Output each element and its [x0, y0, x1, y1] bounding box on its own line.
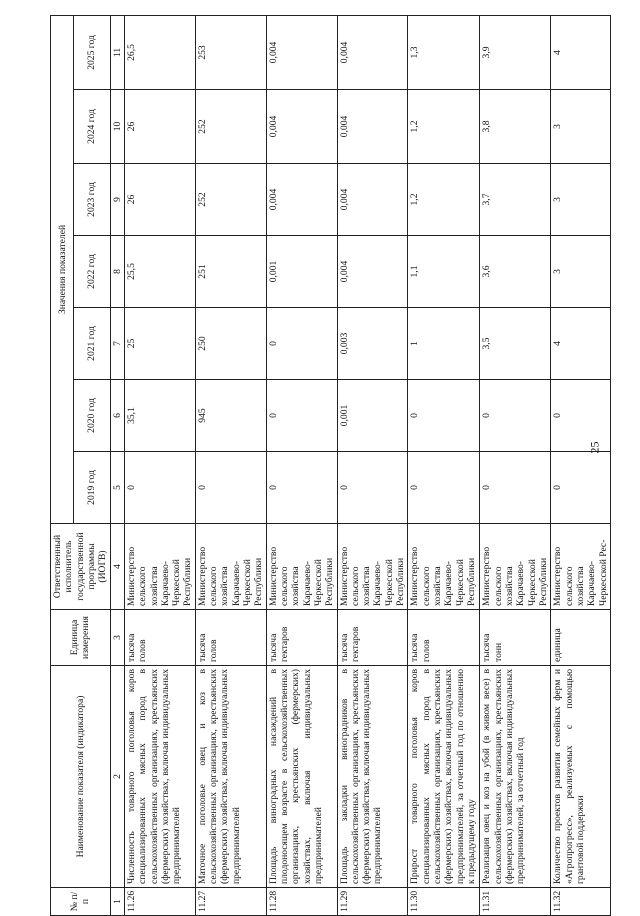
executor-cell: Министерство сельского хозяйства Карачаево-Черкесской Республики — [266, 524, 337, 610]
value-cell: 0,004 — [337, 15, 408, 89]
header-year: 2023 год — [74, 164, 110, 236]
value-cell: 1,3 — [408, 15, 480, 89]
header-year: 2019 год — [74, 452, 110, 524]
row-number: 11.31 — [480, 888, 551, 916]
value-cell: 0,001 — [266, 236, 337, 308]
value-cell: 0 — [408, 452, 480, 524]
value-cell: 1,2 — [408, 164, 480, 236]
value-cell: 4 — [551, 15, 611, 89]
column-index: 6 — [110, 380, 124, 452]
value-cell: 0 — [266, 452, 337, 524]
value-cell: 26 — [124, 164, 195, 236]
value-cell: 3,9 — [480, 15, 551, 89]
value-cell: 0,001 — [337, 380, 408, 452]
unit-cell: единица — [551, 610, 611, 666]
executor-cell: Министерство сельского хозяйства Карачаево-Черкесской Рес- — [551, 524, 611, 610]
value-cell: 251 — [195, 236, 266, 308]
value-cell: 0,004 — [337, 164, 408, 236]
value-cell: 0 — [408, 380, 480, 452]
indicator-name: Количество проектов развития семейных ферм и «Агропрогресс», реализуемых с помощью грантовой поддержки — [551, 666, 611, 888]
header-executor: Ответственный исполнитель государственной программы (ИОГВ) — [51, 524, 111, 610]
table-row — [266, 15, 337, 915]
header-year: 2021 год — [74, 308, 110, 380]
unit-cell: тысяча гектаров — [266, 610, 337, 666]
value-cell: 3 — [551, 164, 611, 236]
value-cell: 25 — [124, 308, 195, 380]
indicators-table — [50, 15, 611, 916]
header-name: Наименование показателя (индикатора) — [51, 666, 111, 888]
value-cell: 253 — [195, 15, 266, 89]
value-cell: 3,5 — [480, 308, 551, 380]
header-year: 2025 год — [74, 15, 110, 89]
column-index: 3 — [110, 610, 124, 666]
header-year: 2020 год — [74, 380, 110, 452]
indicator-name: Прирост товарного поголовья коров специализированных мясных пород в сельскохозяйственных организациях, крестьянских (фермерских) хозяйствах, включая индивидуальных предпринимателей, за отчетный год по отношению к предыдущему году — [408, 666, 480, 888]
indicator-name: Численность товарного поголовья коров специализированных мясных пород в сельскохозяйственных организациях, крестьянских (фермерских) хозяйствах, включая индивидуальных предпринимателей — [124, 666, 195, 888]
unit-cell: тысяча голов — [124, 610, 195, 666]
column-index: 8 — [110, 236, 124, 308]
column-index: 5 — [110, 452, 124, 524]
table-row — [337, 15, 408, 915]
value-cell: 0 — [266, 308, 337, 380]
value-cell: 0 — [480, 452, 551, 524]
value-cell: 0,004 — [266, 164, 337, 236]
row-number: 11.26 — [124, 888, 195, 916]
value-cell: 0 — [480, 380, 551, 452]
column-index: 7 — [110, 308, 124, 380]
value-cell: 0 — [266, 380, 337, 452]
row-number: 11.27 — [195, 888, 266, 916]
value-cell: 250 — [195, 308, 266, 380]
value-cell: 26,5 — [124, 15, 195, 89]
unit-cell: тысяча гектаров — [337, 610, 408, 666]
row-number: 11.29 — [337, 888, 408, 916]
indicator-name: Маточное поголовье овец и коз в сельскохозяйственных организациях, крестьянских (фермерских) хозяйствах, включая индивидуальных предпринимателей — [195, 666, 266, 888]
executor-cell: Министерство сельского хозяйства Карачаево-Черкесской Республики — [195, 524, 266, 610]
column-index: 4 — [110, 524, 124, 610]
header-year: 2022 год — [74, 236, 110, 308]
unit-cell: тысяча тонн — [480, 610, 551, 666]
column-index: 1 — [110, 888, 124, 916]
header-values: Значения показателей — [51, 15, 74, 523]
value-cell: 0 — [337, 452, 408, 524]
column-index: 9 — [110, 164, 124, 236]
value-cell: 35,1 — [124, 380, 195, 452]
value-cell: 252 — [195, 90, 266, 164]
page-number: 25 — [587, 441, 602, 454]
header-row-index — [110, 15, 124, 915]
header-unit: Единица измерения — [51, 610, 111, 666]
row-number: 11.32 — [551, 888, 611, 916]
table-row — [195, 15, 266, 915]
executor-cell: Министерство сельского хозяйства Карачаево-Черкесской Республики — [480, 524, 551, 610]
value-cell: 4 — [551, 308, 611, 380]
value-cell: 0,004 — [337, 90, 408, 164]
executor-cell: Министерство сельского хозяйства Карачаево-Черкесской Республики — [408, 524, 480, 610]
unit-cell: тысяча голов — [408, 610, 480, 666]
table-row — [551, 15, 611, 915]
value-cell: 945 — [195, 380, 266, 452]
value-cell: 3,8 — [480, 90, 551, 164]
executor-cell: Министерство сельского хозяйства Карачаево-Черкесской Республики — [124, 524, 195, 610]
executor-cell: Министерство сельского хозяйства Карачаево-Черкесской Республики — [337, 524, 408, 610]
row-number: 11.30 — [408, 888, 480, 916]
indicator-name: Реализация овец и коз на убой (в живом весе) в сельскохозяйственных организациях, крестьянских (фермерских) хозяйствах, включая индивидуальных предпринимателей, за отчетный год — [480, 666, 551, 888]
rotated-table-content — [50, 16, 609, 916]
unit-cell: тысяча голов — [195, 610, 266, 666]
value-cell: 0 — [551, 452, 611, 524]
value-cell: 0 — [551, 380, 611, 452]
value-cell: 252 — [195, 164, 266, 236]
value-cell: 3 — [551, 90, 611, 164]
value-cell: 0,004 — [266, 90, 337, 164]
value-cell: 0 — [124, 452, 195, 524]
table-row — [124, 15, 195, 915]
value-cell: 3,6 — [480, 236, 551, 308]
value-cell: 0 — [195, 452, 266, 524]
column-index: 11 — [110, 15, 124, 89]
value-cell: 26 — [124, 90, 195, 164]
header-row-1 — [51, 15, 74, 915]
column-index: 10 — [110, 90, 124, 164]
value-cell: 3,7 — [480, 164, 551, 236]
rotated-table-frame — [50, 16, 609, 916]
value-cell: 0,004 — [266, 15, 337, 89]
column-index: 2 — [110, 666, 124, 888]
indicator-name: Площадь закладки виноградников в сельскохозяйственных организациях, крестьянских (фермерских) хозяйствах, включая индивидуальных предпринимателей — [337, 666, 408, 888]
row-number: 11.28 — [266, 888, 337, 916]
value-cell: 1,2 — [408, 90, 480, 164]
header-num: № п/п — [51, 888, 111, 916]
value-cell: 3 — [551, 236, 611, 308]
indicator-name: Площадь виноградных насаждений в плодоносящем возрасте в сельскохозяйственных организациях, крестьянских (фермерских) хозяйствах, включая индивидуальных предпринимателей — [266, 666, 337, 888]
value-cell: 0,003 — [337, 308, 408, 380]
table-row — [408, 15, 480, 915]
table-row — [480, 15, 551, 915]
value-cell: 1,1 — [408, 236, 480, 308]
header-year: 2024 год — [74, 90, 110, 164]
value-cell: 1 — [408, 308, 480, 380]
value-cell: 0,004 — [337, 236, 408, 308]
value-cell: 25,5 — [124, 236, 195, 308]
